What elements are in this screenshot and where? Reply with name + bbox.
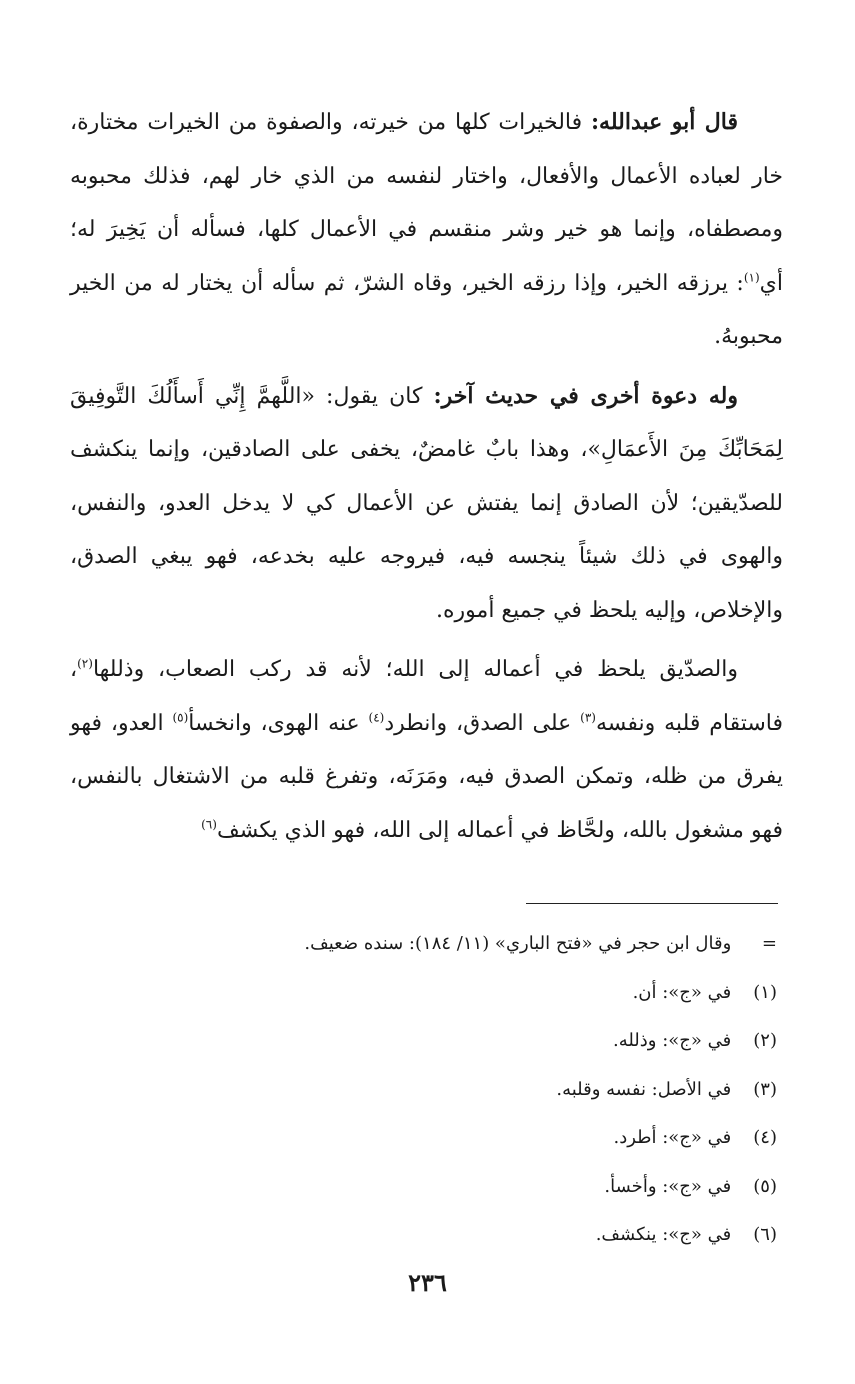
- footnote-item: [57, 1211, 777, 1260]
- footnote-number: =: [761, 933, 777, 954]
- footnote-ref: (٤): [368, 710, 385, 725]
- footnote-item: [57, 1017, 777, 1066]
- footnote-text: في الأصل: نفسه وقلبه.: [556, 1078, 732, 1100]
- footnote-item: [57, 969, 777, 1018]
- footnote-item: [57, 920, 777, 969]
- footnote-item: [57, 1114, 777, 1163]
- paragraph-text: : يرزقه الخير، وإذا رزقه الخير، وقاه الشرّ، ثم سأله أن يختار له من الخير محبوبهُ.: [70, 270, 783, 349]
- paragraph-text: فالخيرات كلها من خيرته، والصفوة من الخيرات مختارة، خار لعباده الأعمال والأفعال، واختار لنفسه من الذي خار لهم، فذلك محبوبه ومصطفاه، وإنما هو خير وشر منقسم في الأعمال كلها، فسأله أن يَخِيرَ له؛ أي: [70, 110, 783, 296]
- footnote-number: (٦): [753, 1224, 777, 1245]
- main-text: [70, 96, 783, 863]
- footnote-number: (٢): [753, 1030, 777, 1051]
- footnote-ref: (٥): [172, 710, 189, 725]
- footnote-text: وقال ابن حجر في «فتح الباري» (١١/ ١٨٤): سنده ضعيف.: [304, 933, 732, 954]
- footnote-text: في «ج»: ينكشف.: [595, 1224, 732, 1245]
- paragraph-3: [70, 643, 783, 857]
- footnote-text: في «ج»: أن.: [632, 981, 732, 1003]
- paragraph-2: [70, 370, 783, 638]
- paragraph-text: العدو، فهو يفرق من ظله، وتمكن الصدق فيه، ومَرَنَه، وتفرغ قلبه من الاشتغال بالنفس، فهو مشغول بالله، ولحَّاظ في أعماله إلى الله، فهو الذي يكشف: [70, 710, 783, 843]
- paragraph-text: على الصدق، وانطرد: [384, 710, 581, 736]
- footnote-ref: (١): [743, 270, 760, 285]
- paragraph-text: ، فاستقام قلبه ونفسه: [70, 657, 783, 736]
- footnote-text: في «ج»: وأخسأ.: [604, 1175, 732, 1197]
- footnote-number: (٣): [753, 1078, 777, 1100]
- footnote-ref: (٦): [201, 817, 217, 832]
- paragraph-lead: وله دعوة أخرى في حديث آخر:: [433, 382, 738, 409]
- footnote-divider: [526, 903, 778, 904]
- paragraph-text: والصدّيق يلحظ في أعماله إلى الله؛ لأنه قد ركب الصعاب، وذللها: [92, 657, 738, 682]
- footnote-text: في «ج»: وذلله.: [612, 1030, 732, 1051]
- paragraph-text: عنه الهوى، وانخسأ: [188, 710, 369, 736]
- page-number: ٢٣٦: [408, 1268, 447, 1297]
- footnote-item: [57, 1066, 777, 1115]
- paragraph-lead: قال أبو عبدالله:: [590, 109, 739, 135]
- footnote-number: (١): [753, 981, 777, 1003]
- footnote-number: (٤): [753, 1127, 777, 1148]
- footnotes: [57, 920, 777, 1260]
- footnote-ref: (٢): [77, 656, 93, 671]
- footnote-text: في «ج»: أطرد.: [613, 1127, 732, 1148]
- footnote-item: [57, 1163, 777, 1212]
- footnote-number: (٥): [753, 1175, 777, 1197]
- paragraph-1: [70, 96, 783, 364]
- paragraph-text: كان يقول: «اللَّهمَّ إِنِّي أَسأَلُكَ التَّوفِيقَ لِمَحَابِّكَ مِنَ الأَعمَالِ»، وهذا بابٌ غامضٌ، يخفى على الصادقين، وإنما ينكشف للصدّيقين؛ لأن الصادق إنما يفتش عن الأعمال كي لا يدخل العدو، والنفس، والهوى في ذلك شيئاً ينجسه فيه، فيروجه عليه بخدعه، فهو يبغي الصدق، والإخلاص، وإليه يلحظ في جميع أموره.: [70, 383, 783, 623]
- footnote-ref: (٣): [580, 710, 596, 725]
